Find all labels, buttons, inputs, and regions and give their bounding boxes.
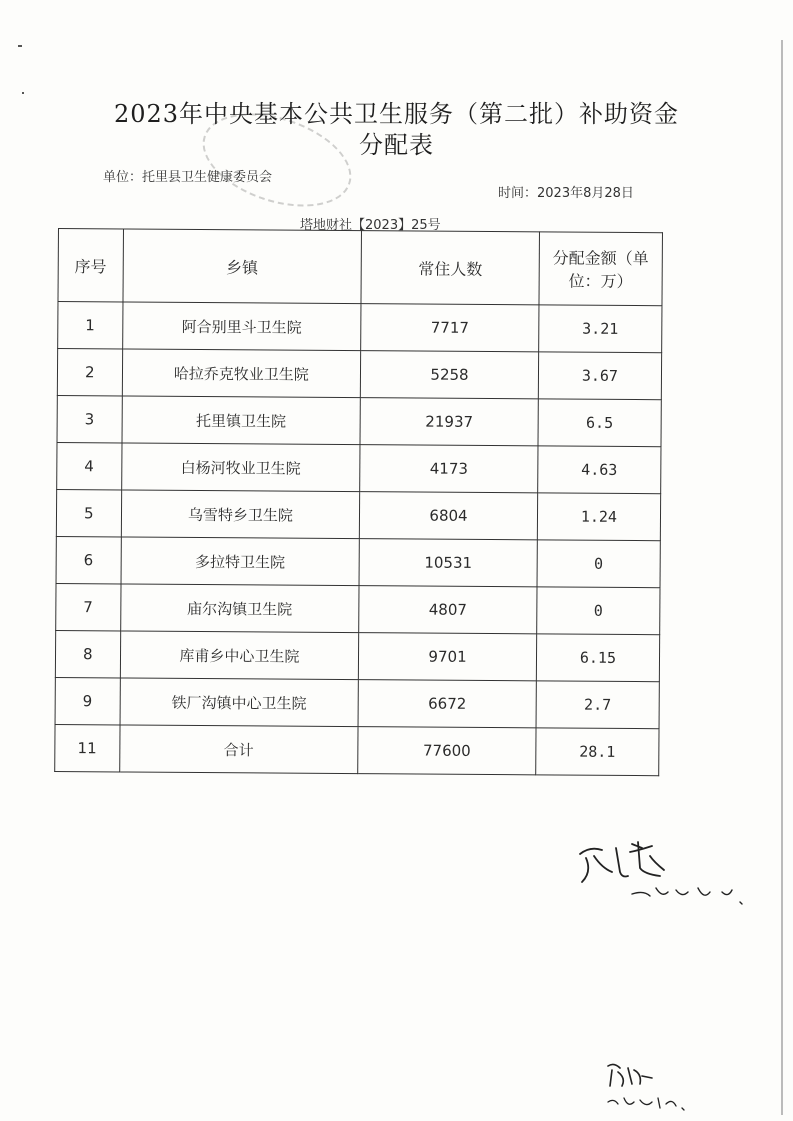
row-name: 库甫乡中心卫生院 xyxy=(120,631,359,680)
row-seq: 5 xyxy=(56,489,121,536)
handwritten-signature-1 xyxy=(572,832,752,912)
row-name: 铁厂沟镇中心卫生院 xyxy=(120,678,359,727)
scan-edge-shadow xyxy=(781,40,783,1115)
row-name: 合计 xyxy=(119,725,358,774)
row-amount: 3.67 xyxy=(538,352,661,400)
table-row xyxy=(56,583,660,634)
row-name: 庙尔沟镇卫生院 xyxy=(120,584,359,633)
row-amount: 6.5 xyxy=(538,399,661,447)
table-row xyxy=(56,536,660,587)
scan-speck xyxy=(18,45,22,47)
row-amount: 4.63 xyxy=(538,446,661,494)
row-population: 6804 xyxy=(360,492,538,540)
table-header-row xyxy=(58,229,662,306)
title-line-2: 分配表 xyxy=(359,131,434,159)
row-name: 乌雪特乡卫生院 xyxy=(121,490,360,539)
table-row-total xyxy=(55,724,659,775)
table-row xyxy=(55,630,659,681)
row-population: 77600 xyxy=(358,727,536,775)
table-row xyxy=(56,489,660,540)
row-population: 21937 xyxy=(360,398,538,446)
scan-speck xyxy=(22,92,24,94)
allocation-table xyxy=(54,228,663,776)
table-row xyxy=(58,302,662,353)
handwritten-signature-2 xyxy=(602,1058,712,1118)
row-seq: 2 xyxy=(57,349,122,396)
row-seq: 4 xyxy=(57,442,122,489)
row-seq: 9 xyxy=(55,677,120,724)
row-name: 多拉特卫生院 xyxy=(121,537,360,586)
header-township: 乡镇 xyxy=(123,229,362,304)
row-seq: 8 xyxy=(55,630,120,677)
row-name: 托里镇卫生院 xyxy=(122,396,361,445)
row-population: 5258 xyxy=(361,351,539,399)
row-population: 4807 xyxy=(359,586,537,634)
row-seq: 11 xyxy=(55,724,120,771)
table-row xyxy=(57,349,661,400)
unit-label: 单位：托里县卫生健康委员会 xyxy=(103,170,273,185)
table-row xyxy=(57,395,661,446)
row-amount: 28.1 xyxy=(536,728,659,776)
row-population: 9701 xyxy=(359,633,537,681)
row-seq: 6 xyxy=(56,536,121,583)
row-amount: 6.15 xyxy=(536,634,659,682)
row-amount: 0 xyxy=(537,540,660,588)
header-amount: 分配金额（单位：万） xyxy=(539,232,663,306)
row-seq: 3 xyxy=(57,395,122,442)
row-name: 哈拉乔克牧业卫生院 xyxy=(122,349,361,398)
row-amount: 1.24 xyxy=(537,493,660,541)
row-population: 6672 xyxy=(358,680,536,728)
table-row xyxy=(57,442,661,493)
row-amount: 2.7 xyxy=(536,681,659,729)
row-population: 10531 xyxy=(359,539,537,587)
row-amount: 0 xyxy=(537,587,660,635)
row-population: 4173 xyxy=(360,445,538,493)
row-population: 7717 xyxy=(361,304,539,352)
header-population: 常住人数 xyxy=(361,231,539,305)
header-seq: 序号 xyxy=(58,229,123,302)
row-amount: 3.21 xyxy=(539,305,662,353)
document-number: 塔地财社【2023】25号 xyxy=(300,218,441,233)
date-label: 时间：2023年8月28日 xyxy=(498,186,634,201)
row-name: 白杨河牧业卫生院 xyxy=(121,443,360,492)
row-name: 阿合别里斗卫生院 xyxy=(122,302,361,351)
title-line-1: 2023年中央基本公共卫生服务（第二批）补助资金 xyxy=(113,100,680,128)
row-seq: 7 xyxy=(56,583,121,630)
row-seq: 1 xyxy=(58,302,123,349)
table-row xyxy=(55,677,659,728)
